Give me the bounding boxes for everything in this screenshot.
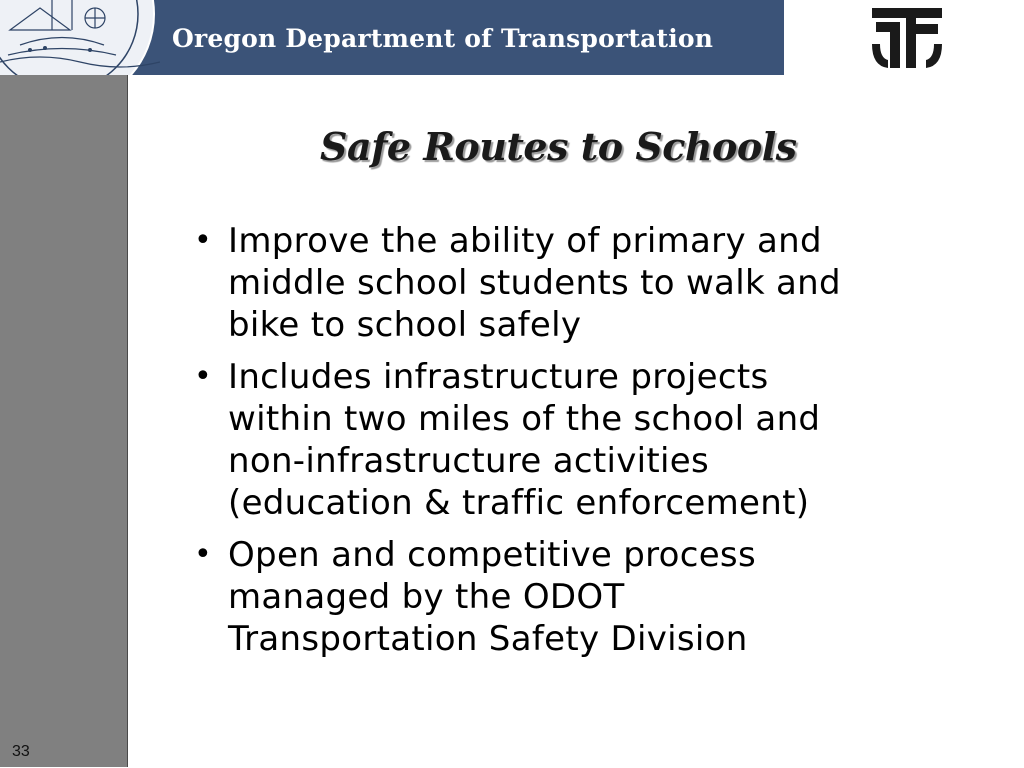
bullet-line: Includes infrastructure projects [228,357,769,397]
bullet-line: Improve the ability of primary and [228,221,822,261]
odot-logo-icon [868,4,946,72]
slide-title: Safe Routes to Schools [320,124,797,169]
left-sidebar-bar [0,75,128,767]
bullet-line: (education & traffic enforcement) [228,483,810,523]
bullet-icon: • [194,537,212,572]
bullet-line: Transportation Safety Division [228,619,748,659]
page-number: 33 [12,743,30,760]
oregon-seal-icon [0,0,160,75]
bullet-line: within two miles of the school and [228,399,821,439]
bullet-item [190,220,1010,346]
bullet-line: non-infrastructure activities [228,441,710,481]
bullet-line: middle school students to walk and [228,263,841,303]
bullet-line: bike to school safely [228,305,582,345]
bullet-line: managed by the ODOT [228,577,625,617]
bullet-icon: • [194,223,212,258]
bullet-icon: • [194,359,212,394]
bullet-item [190,356,1010,524]
bullet-list [190,220,1010,670]
header-band [0,0,784,75]
bullet-line: Open and competitive process [228,535,756,575]
bullet-item [190,534,1010,660]
agency-name: Oregon Department of Transportation [172,24,714,53]
